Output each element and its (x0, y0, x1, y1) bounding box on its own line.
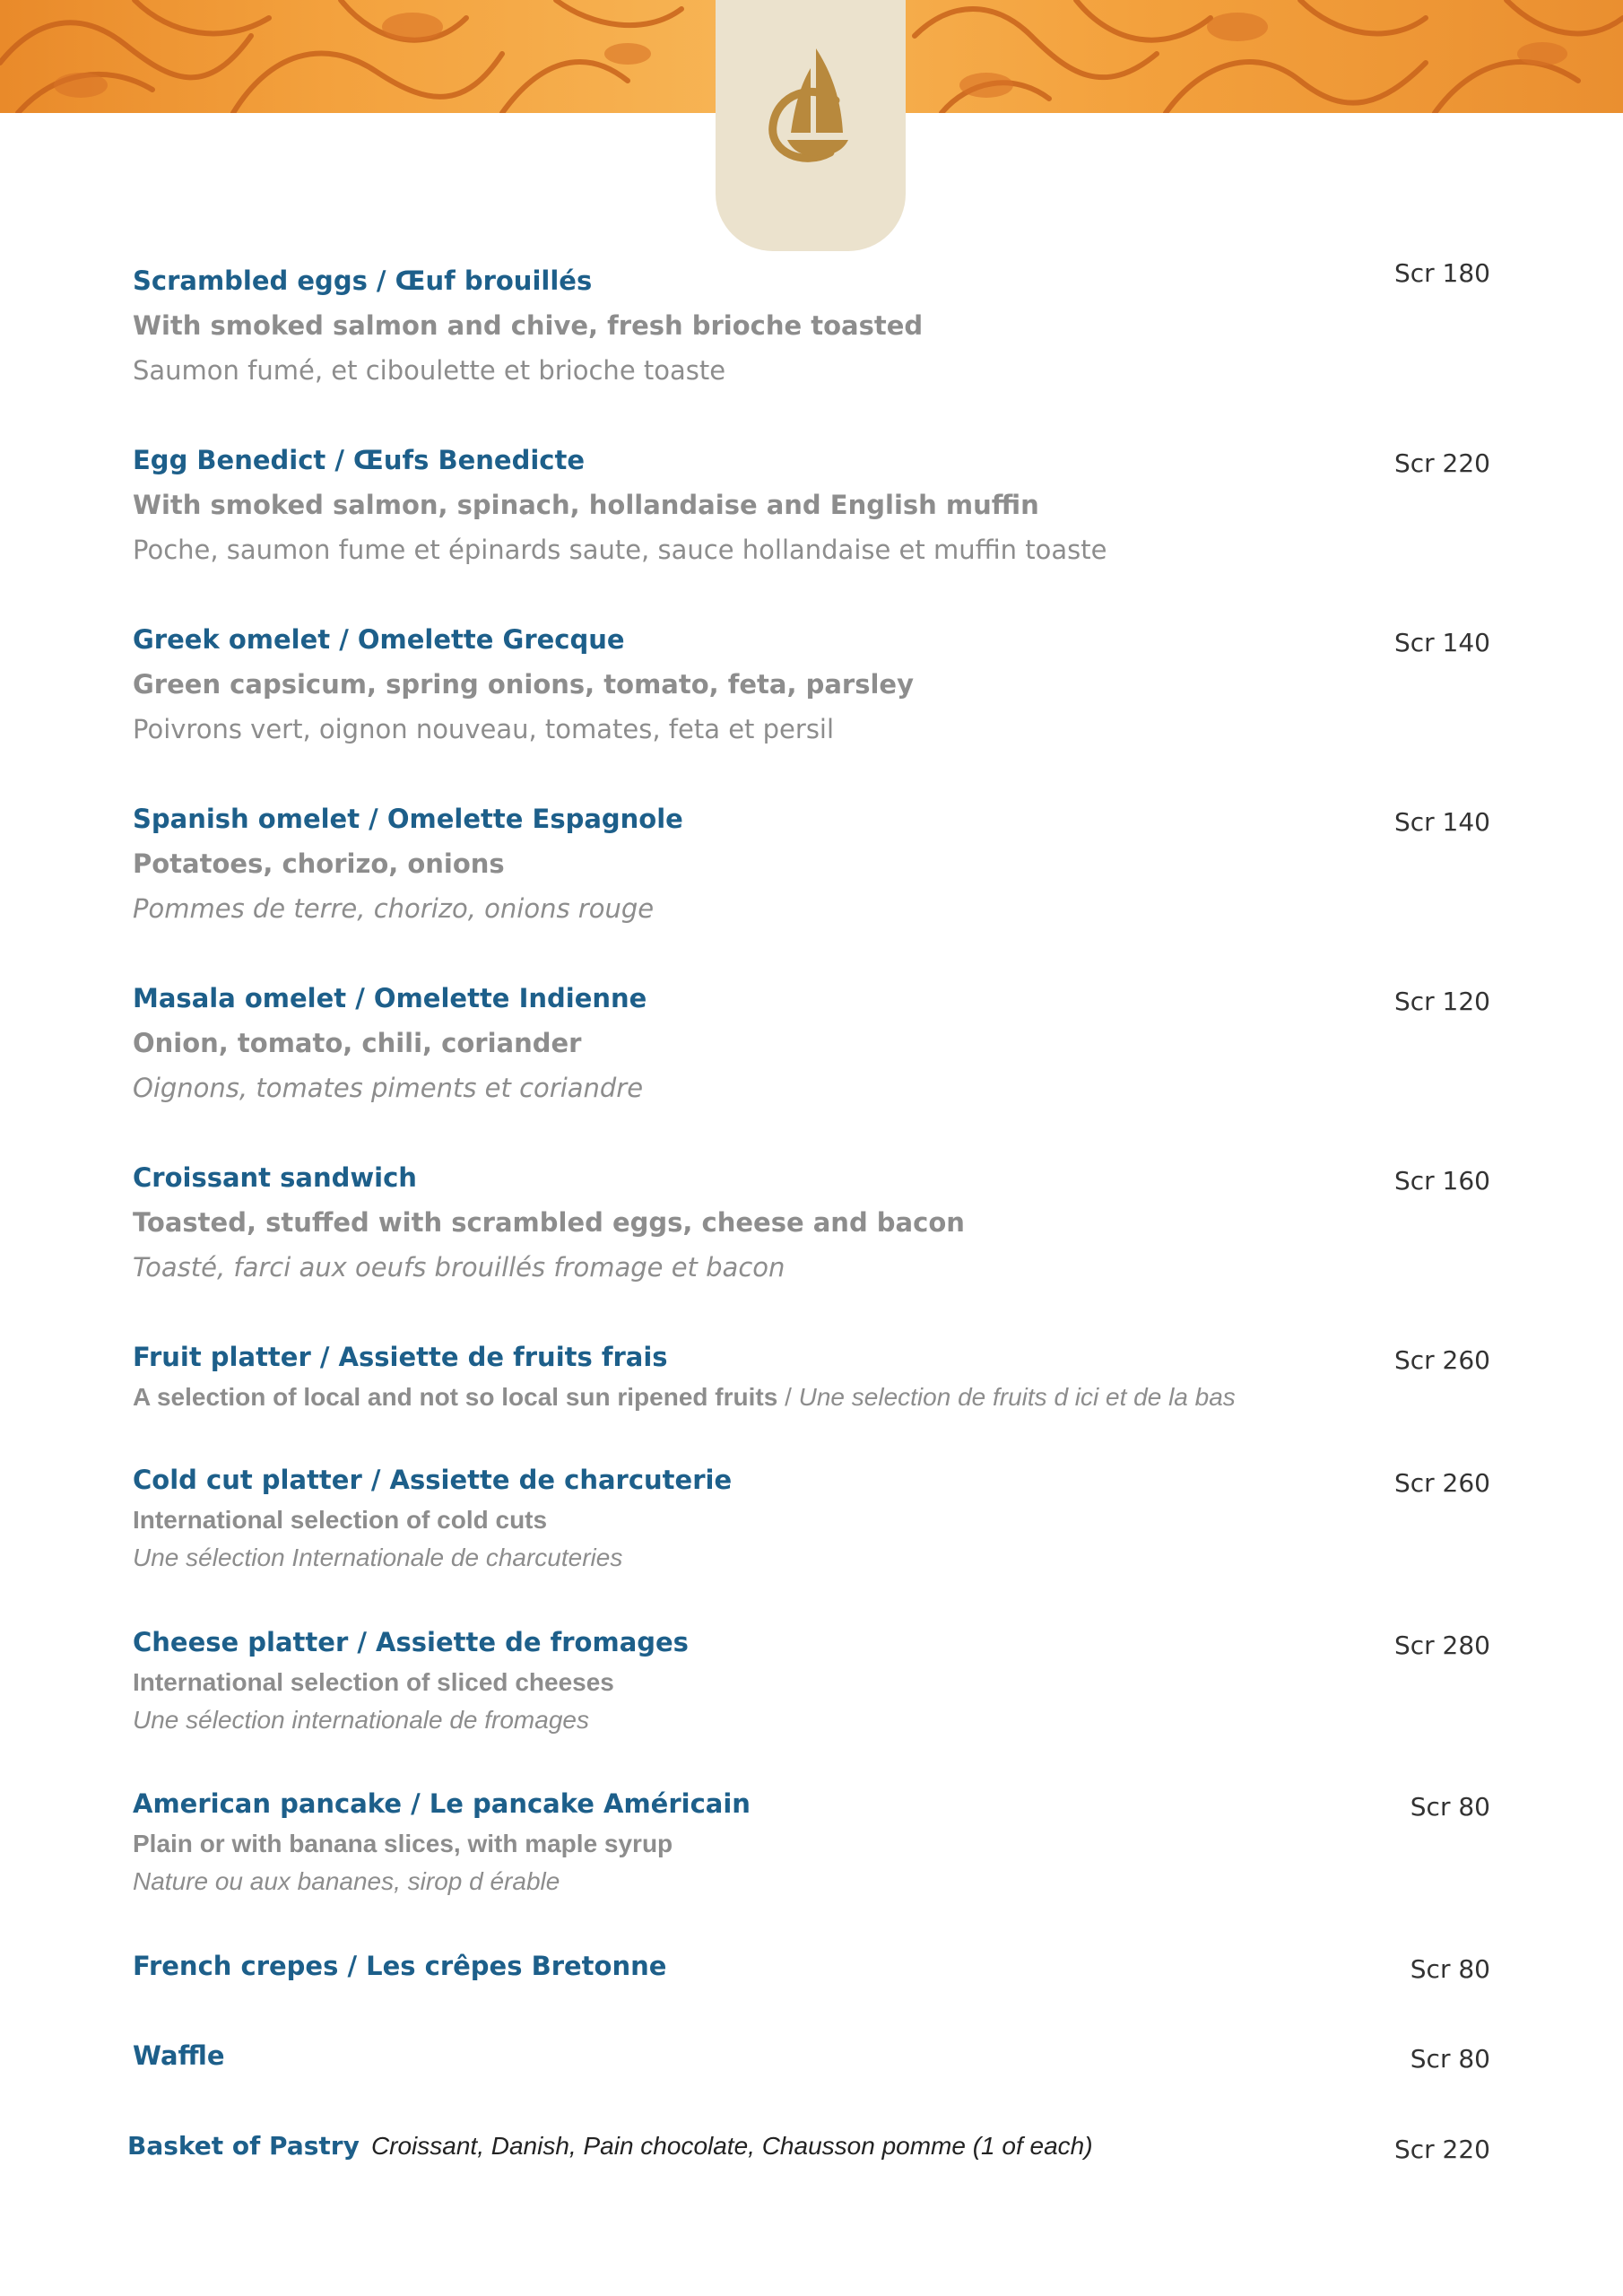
item-description-en: Plain or with banana slices, with maple syrup (133, 1830, 673, 1857)
item-description-fr: Oignons, tomates piments et coriandre (133, 1073, 644, 1103)
item-description-fr: Pommes de terre, chorizo, onions rouge (133, 893, 655, 924)
item-description-fr: Nature ou aux bananes, sirop d érable (133, 1867, 560, 1895)
menu-item-waffle (133, 2039, 1496, 2072)
item-description-fr: Une sélection Internationale de charcuteries (133, 1544, 623, 1571)
item-title: Cold cut platter / Assiette de charcuterie (133, 1465, 733, 1495)
item-price: Scr 260 (1393, 1468, 1490, 1498)
item-price: Scr 220 (1393, 448, 1490, 478)
item-description (133, 1382, 1496, 1413)
item-description-en: Green capsicum, spring onions, tomato, feta, parsley (133, 669, 914, 700)
menu-item-scrambled-eggs (133, 265, 1496, 387)
item-title: Scrambled eggs / Œuf brouillés (133, 265, 593, 296)
item-title: Croissant sandwich (133, 1162, 417, 1193)
sailboat-logo-icon (760, 47, 861, 172)
item-price: Scr 140 (1393, 628, 1490, 657)
item-description-en: With smoked salmon, spinach, hollandaise and English muffin (133, 490, 1039, 520)
item-title: Waffle (133, 2040, 225, 2071)
item-description-fr: Croissant, Danish, Pain chocolate, Chausson pomme (1 of each) (370, 2132, 1093, 2160)
logo-tab (716, 0, 906, 251)
menu-item-croissant-sandwich (133, 1161, 1496, 1283)
item-description-en: With smoked salmon and chive, fresh brioche toasted (133, 310, 924, 341)
item-title: French crepes / Les crêpes Bretonne (133, 1951, 667, 1981)
item-price: Scr 280 (1393, 1631, 1490, 1660)
item-description-en: A selection of local and not so local sun ripened fruits (133, 1383, 778, 1411)
item-title: Basket of Pastry (127, 2131, 360, 2161)
item-description-en: International selection of sliced cheeses (133, 1668, 614, 1696)
item-title: American pancake / Le pancake Américain (133, 1788, 751, 1819)
item-title: Spanish omelet / Omelette Espagnole (133, 804, 683, 834)
separator: / (777, 1383, 799, 1411)
item-price: Scr 80 (1410, 1792, 1490, 1822)
item-price: Scr 80 (1410, 2044, 1490, 2074)
item-title: Egg Benedict / Œufs Benedicte (133, 445, 586, 475)
item-price: Scr 260 (1393, 1345, 1490, 1375)
menu-item-greek-omelet (133, 623, 1496, 745)
menu-item-cheese-platter (133, 1626, 1496, 1735)
item-title: Greek omelet / Omelette Grecque (133, 624, 625, 655)
item-price: Scr 120 (1393, 987, 1490, 1016)
item-price: Scr 80 (1410, 1954, 1490, 1984)
menu-item-fruit-platter (133, 1341, 1496, 1413)
item-description-en: International selection of cold cuts (133, 1506, 548, 1534)
item-description-fr: Toasté, farci aux oeufs brouillés fromage et bacon (133, 1252, 785, 1283)
menu-item-american-pancake (133, 1787, 1496, 1897)
menu-item-masala-omelet (133, 982, 1496, 1104)
item-description-fr: Une selection de fruits d ici et de la bas (798, 1383, 1236, 1411)
item-price: Scr 220 (1393, 2135, 1490, 2164)
item-description-fr: Saumon fumé, et ciboulette et brioche toaste (133, 355, 726, 386)
item-description-en: Potatoes, chorizo, onions (133, 848, 505, 879)
item-description-en: Toasted, stuffed with scrambled eggs, cheese and bacon (133, 1207, 965, 1238)
item-price: Scr 180 (1393, 258, 1490, 288)
item-price: Scr 140 (1393, 807, 1490, 837)
item-title: Masala omelet / Omelette Indienne (133, 983, 647, 1013)
item-description-fr: Une sélection internationale de fromages (133, 1706, 589, 1734)
menu-item-french-crepes (133, 1950, 1496, 1982)
item-price: Scr 160 (1393, 1166, 1490, 1196)
menu-item-cold-cut-platter (133, 1464, 1496, 1573)
item-description-fr: Poivrons vert, oignon nouveau, tomates, feta et persil (133, 714, 835, 744)
menu-item-basket-of-pastry (127, 2131, 1490, 2161)
item-title: Cheese platter / Assiette de fromages (133, 1627, 689, 1657)
item-description-en: Onion, tomato, chili, coriander (133, 1028, 582, 1058)
menu-item-spanish-omelet (133, 803, 1496, 925)
item-title: Fruit platter / Assiette de fruits frais (133, 1342, 668, 1372)
menu-item-egg-benedict (133, 444, 1496, 566)
item-description-fr: Poche, saumon fume et épinards saute, sauce hollandaise et muffin toaste (133, 535, 1107, 565)
